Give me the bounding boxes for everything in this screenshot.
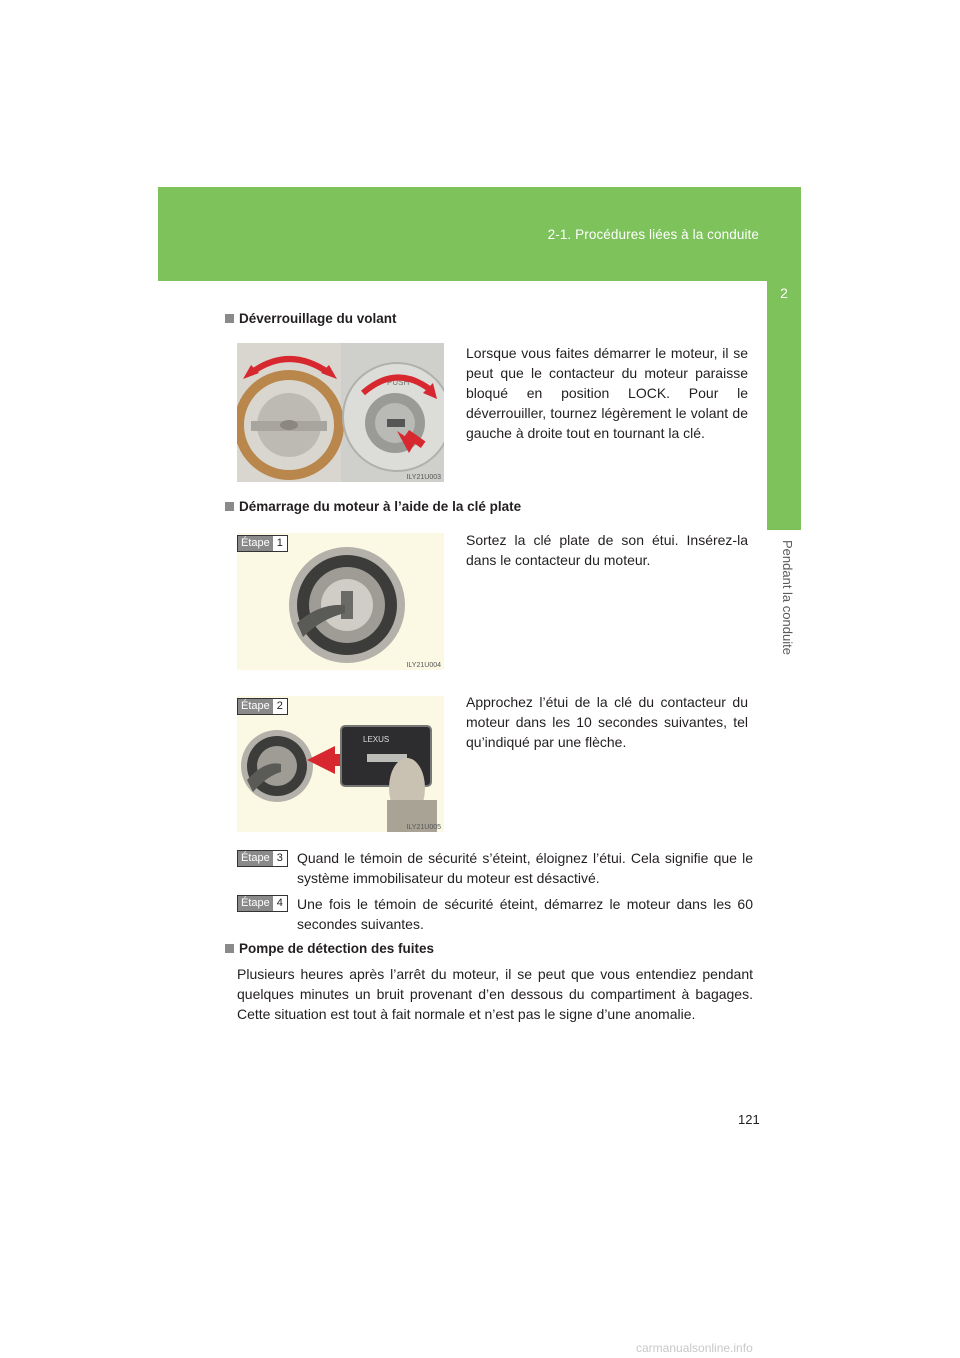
step-badge-1: Étape 1 <box>237 535 288 552</box>
push-label: PUSH <box>387 378 410 387</box>
chapter-side-label: Pendant la conduite <box>780 540 795 655</box>
section-title-unlock: Déverrouillage du volant <box>225 311 397 326</box>
section-bullet-icon <box>225 314 234 323</box>
figure-steering-unlock <box>237 343 444 482</box>
step-badge-3: Étape 3 <box>237 850 288 867</box>
chapter-number: 2 <box>780 285 788 301</box>
pump-text: Plusieurs heures après l’arrêt du moteur, il se peut que vous entendiez pendant quelques minutes un bruit provenant d’en dessous du compartiment à bagages. Cette situation est tout à fait normale et n’est pas le signe d’une anomalie. <box>237 966 753 1022</box>
chapter-side-tab <box>767 281 801 530</box>
step-4-text: Une fois le témoin de sécurité éteint, démarrez le moteur dans les 60 secondes suivantes. <box>297 896 753 932</box>
section-bullet-icon <box>225 502 234 511</box>
chapter-title: 2-1. Procédures liées à la conduite <box>547 227 759 242</box>
key-card-illustration <box>237 696 444 832</box>
watermark: carmanualsonline.info <box>636 1341 753 1355</box>
step-badge-2: Étape 2 <box>237 698 288 715</box>
figure-code: ILY21U005 <box>406 824 441 831</box>
figure-code: ILY21U003 <box>406 474 441 481</box>
section-bullet-icon <box>225 944 234 953</box>
chapter-header <box>158 187 801 281</box>
unlock-text: Lorsque vous faites démarrer le moteur, il se peut que le contacteur du moteur paraisse bloqué en position LOCK. Pour le déverrouiller, tournez légèrement le volant de gauche à droite tout en tournant la clé. <box>466 345 748 441</box>
step-3-text: Quand le témoin de sécurité s’éteint, éloignez l’étui. Cela signifie que le système immobilisateur du moteur est désactivé. <box>297 850 753 886</box>
page-number: 121 <box>738 1112 760 1127</box>
figure-step-2 <box>237 696 444 832</box>
key-insert-illustration <box>237 533 444 670</box>
step-1-text: Sortez la clé plate de son étui. Insérez-la dans le contacteur du moteur. <box>466 532 748 568</box>
figure-step-1 <box>237 533 444 670</box>
card-brand-label: LEXUS <box>363 735 390 744</box>
step-badge-4: Étape 4 <box>237 895 288 912</box>
section-title-start: Démarrage du moteur à l’aide de la clé plate <box>225 499 521 514</box>
section-title-pump: Pompe de détection des fuites <box>225 941 434 956</box>
steering-wheel-illustration <box>237 343 444 482</box>
step-2-text: Approchez l’étui de la clé du contacteur du moteur dans les 10 secondes suivantes, tel qu’indiqué par une flèche. <box>466 694 748 750</box>
figure-code: ILY21U004 <box>406 662 441 669</box>
